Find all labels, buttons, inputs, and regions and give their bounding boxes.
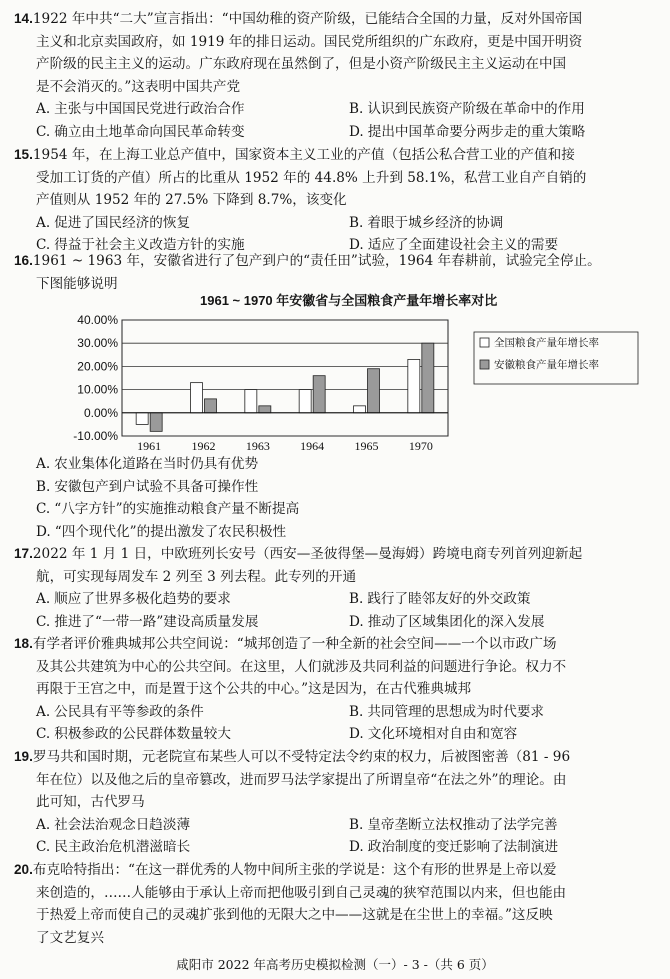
bar-anhui — [422, 343, 434, 413]
question-stem-line: 于热爱上帝而使自己的灵魂扩张到他的无限大之中——这就是在尘世上的幸福。”这反映 — [36, 907, 553, 924]
question-stem-line — [14, 543, 656, 566]
option-b: B. 着眼于城乡经济的协调 — [349, 214, 504, 231]
x-tick-label: 1962 — [191, 439, 216, 452]
bar-national — [245, 390, 257, 413]
question-stem-line — [14, 8, 656, 31]
stem-text: 布克哈特指出：“在这一群优秀的人物中间所主张的学说是：这个有形的世界是上帝以爱 — [32, 862, 557, 878]
option-b: B. 认识到民族资产阶级在革命中的作用 — [349, 101, 585, 118]
options — [14, 814, 656, 859]
bar-anhui — [368, 369, 380, 413]
option-d: D. 政治制度的变迁影响了法制演进 — [349, 839, 559, 856]
stem-text: 2022 年 1 月 1 日，中欧班列长安号（西安—圣彼得堡—曼海姆）跨境电商专列首列迎新起 — [32, 546, 583, 562]
question-20 — [14, 859, 656, 949]
question-number: 16. — [14, 253, 33, 268]
option-c: C. 积极参政的公民群体数量较大 — [36, 726, 231, 743]
question-number: 17. — [14, 546, 33, 561]
chart-canvas — [70, 290, 650, 452]
question-number: 15. — [14, 147, 33, 162]
question-18 — [14, 633, 656, 746]
question-stem-line: 主义和北京卖国政府，如 1919 年的排日运动。国民党所组织的广东政府，更是中国开明资 — [36, 33, 583, 50]
option-b: B. 共同管理的思想成为时代要求 — [349, 703, 545, 720]
question-16 — [14, 250, 656, 295]
option-d: D. 推动了区域集团化的深入发展 — [349, 613, 545, 630]
question-stem-line: 了文艺复兴 — [36, 929, 104, 946]
option-d: D. 提出中国革命要分两步走的重大策略 — [349, 123, 586, 140]
plot-frame — [122, 320, 448, 436]
question-stem-line: 受加工订货的产值）所占的比重从 1952 年的 44.8% 上升到 58.1%，私营工业自产自销的 — [36, 169, 587, 186]
option-d: D. 适应了全面建设社会主义的需要 — [349, 237, 559, 254]
question-17 — [14, 543, 656, 633]
page-footer: 咸阳市 2022 年高考历史模拟检测（一）- 3 -（共 6 页） — [176, 957, 494, 972]
legend-label: 安徽粮食产量年增长率 — [494, 359, 599, 371]
bar-anhui — [259, 406, 271, 413]
legend-swatch — [480, 360, 489, 369]
bar-national — [299, 390, 311, 413]
y-tick-label: -10.00% — [73, 429, 118, 443]
question-number: 19. — [14, 749, 33, 764]
options — [14, 588, 656, 633]
x-tick-label: 1965 — [354, 439, 379, 452]
stem-text: 罗马共和国时期，元老院宣布某些人可以不受特定法令约束的权力，后被图密善（81 - 96 — [32, 749, 571, 765]
stem-text: 有学者评价雅典城邦公共空间说：“城邦创造了一种全新的社会空间——一个以市政广场 — [32, 636, 557, 652]
y-tick-label: 20.00% — [77, 359, 118, 374]
options — [14, 701, 656, 746]
question-stem-line — [14, 633, 656, 656]
option-a: A. 社会法治观念日趋淡薄 — [36, 816, 191, 833]
option-d: D. 文化环境相对自由和宽容 — [349, 726, 518, 743]
x-tick-label: 1961 — [137, 439, 162, 452]
y-tick-label: 30.00% — [77, 336, 118, 351]
stem-text: 1954 年，在上海工业总产值中，国家资本主义工业的产值（包括公私合营工业的产值和接 — [32, 147, 575, 163]
question-14 — [14, 8, 656, 144]
option-c: C. 民主政治危机潜滋暗长 — [36, 839, 191, 856]
x-tick-label: 1970 — [408, 439, 433, 452]
stem-text: 1961 ~ 1963 年，安徽省进行了包产到户的“责任田”试验，1964 年春耕前，试验完全停止。 — [32, 253, 601, 269]
question-number: 14. — [14, 11, 33, 26]
question-stem-line: 此可知，古代罗马 — [36, 794, 145, 811]
y-tick-label: 0.00% — [83, 405, 118, 420]
legend-swatch — [480, 338, 489, 347]
question-stem-line: 航，可实现每周发车 2 列至 3 列去程。此专列的开通 — [36, 568, 357, 585]
option-a: A. 主张与中国国民党进行政治合作 — [36, 101, 245, 118]
bar-national — [191, 383, 203, 413]
question-15 — [14, 144, 656, 257]
options — [14, 98, 656, 143]
option-a: A. 促进了国民经济的恢复 — [36, 214, 191, 231]
bar-anhui — [313, 376, 325, 413]
stem-text: 1922 年中共“二大”宣言指出：“中国幼稚的资产阶级，已能结合全国的力量，反对外国帝国 — [32, 11, 583, 27]
option-c: C. 得益于社会主义改造方针的实施 — [36, 237, 245, 254]
option-c: C. “八字方针”的实施推动粮食产量不断提高 — [36, 501, 300, 518]
question-number: 18. — [14, 636, 33, 651]
x-tick-label: 1963 — [245, 439, 270, 452]
question-stem-line — [14, 859, 656, 882]
option-b: B. 践行了睦邻友好的外交政策 — [349, 591, 531, 608]
growth-rate-chart — [70, 290, 650, 452]
option-b: B. 皇帝垄断立法权推动了法学完善 — [349, 816, 558, 833]
question-stem-line — [14, 250, 656, 273]
question-16-options — [14, 453, 656, 543]
option-d: D. “四个现代化”的提出激发了农民积极性 — [36, 523, 287, 540]
question-stem-line: 产阶级的民主主义的运动。广东政府现在虽然倒了，但是小资产阶级民主主义运动在中国 — [36, 56, 567, 73]
question-number: 20. — [14, 862, 33, 877]
option-c: C. 推进了“一带一路”建设高质量发展 — [36, 613, 259, 630]
x-tick-label: 1964 — [300, 439, 325, 452]
option-c: C. 确立由土地革命向国民革命转变 — [36, 123, 245, 140]
bar-national — [408, 359, 420, 412]
question-19 — [14, 746, 656, 859]
question-stem-line: 来创造的，……人能够由于承认上帝而把他吸引到自己灵魂的狭窄范围以内来，但也能由 — [36, 884, 567, 901]
bar-national — [354, 406, 366, 413]
question-stem-line — [14, 746, 656, 769]
question-stem-line: 是不会消灭的。”这表明中国共产党 — [36, 78, 241, 95]
question-stem-line: 产值则从 1952 年的 27.5% 下降到 8.7%，该变化 — [36, 192, 347, 209]
question-stem-line — [14, 144, 656, 167]
option-a: A. 农业集体化道路在当时仍具有优势 — [36, 456, 259, 472]
y-tick-label: 10.00% — [77, 382, 118, 397]
option-b: B. 安徽包产到户试验不具备可操作性 — [36, 478, 259, 495]
question-stem-line: 下图能够说明 — [36, 275, 118, 292]
question-stem-line: 及其公共建筑为中心的公共空间。在这里，人们就涉及共同利益的问题进行争论。权力不 — [36, 658, 567, 675]
option-a: A. 顺应了世界多极化趋势的要求 — [36, 591, 231, 608]
bar-anhui — [205, 399, 217, 413]
legend-label: 全国粮食产量年增长率 — [494, 337, 599, 349]
bar-national — [136, 413, 148, 425]
options — [14, 453, 656, 543]
option-a: A. 公民具有平等参政的条件 — [36, 703, 204, 720]
question-stem-line: 再限于王宫之中，而是置于这个公共的中心。”这是因为，在古代雅典城邦 — [36, 681, 472, 698]
question-stem-line: 年在位）以及他之后的皇帝篡改，进而罗马法学家提出了所谓皇帝“在法之外”的理论。由 — [36, 771, 567, 788]
bar-anhui — [150, 413, 162, 432]
chart-title: 1961 ~ 1970 年安徽省与全国粮食产量年增长率对比 — [200, 293, 498, 308]
y-tick-label: 40.00% — [77, 313, 118, 327]
